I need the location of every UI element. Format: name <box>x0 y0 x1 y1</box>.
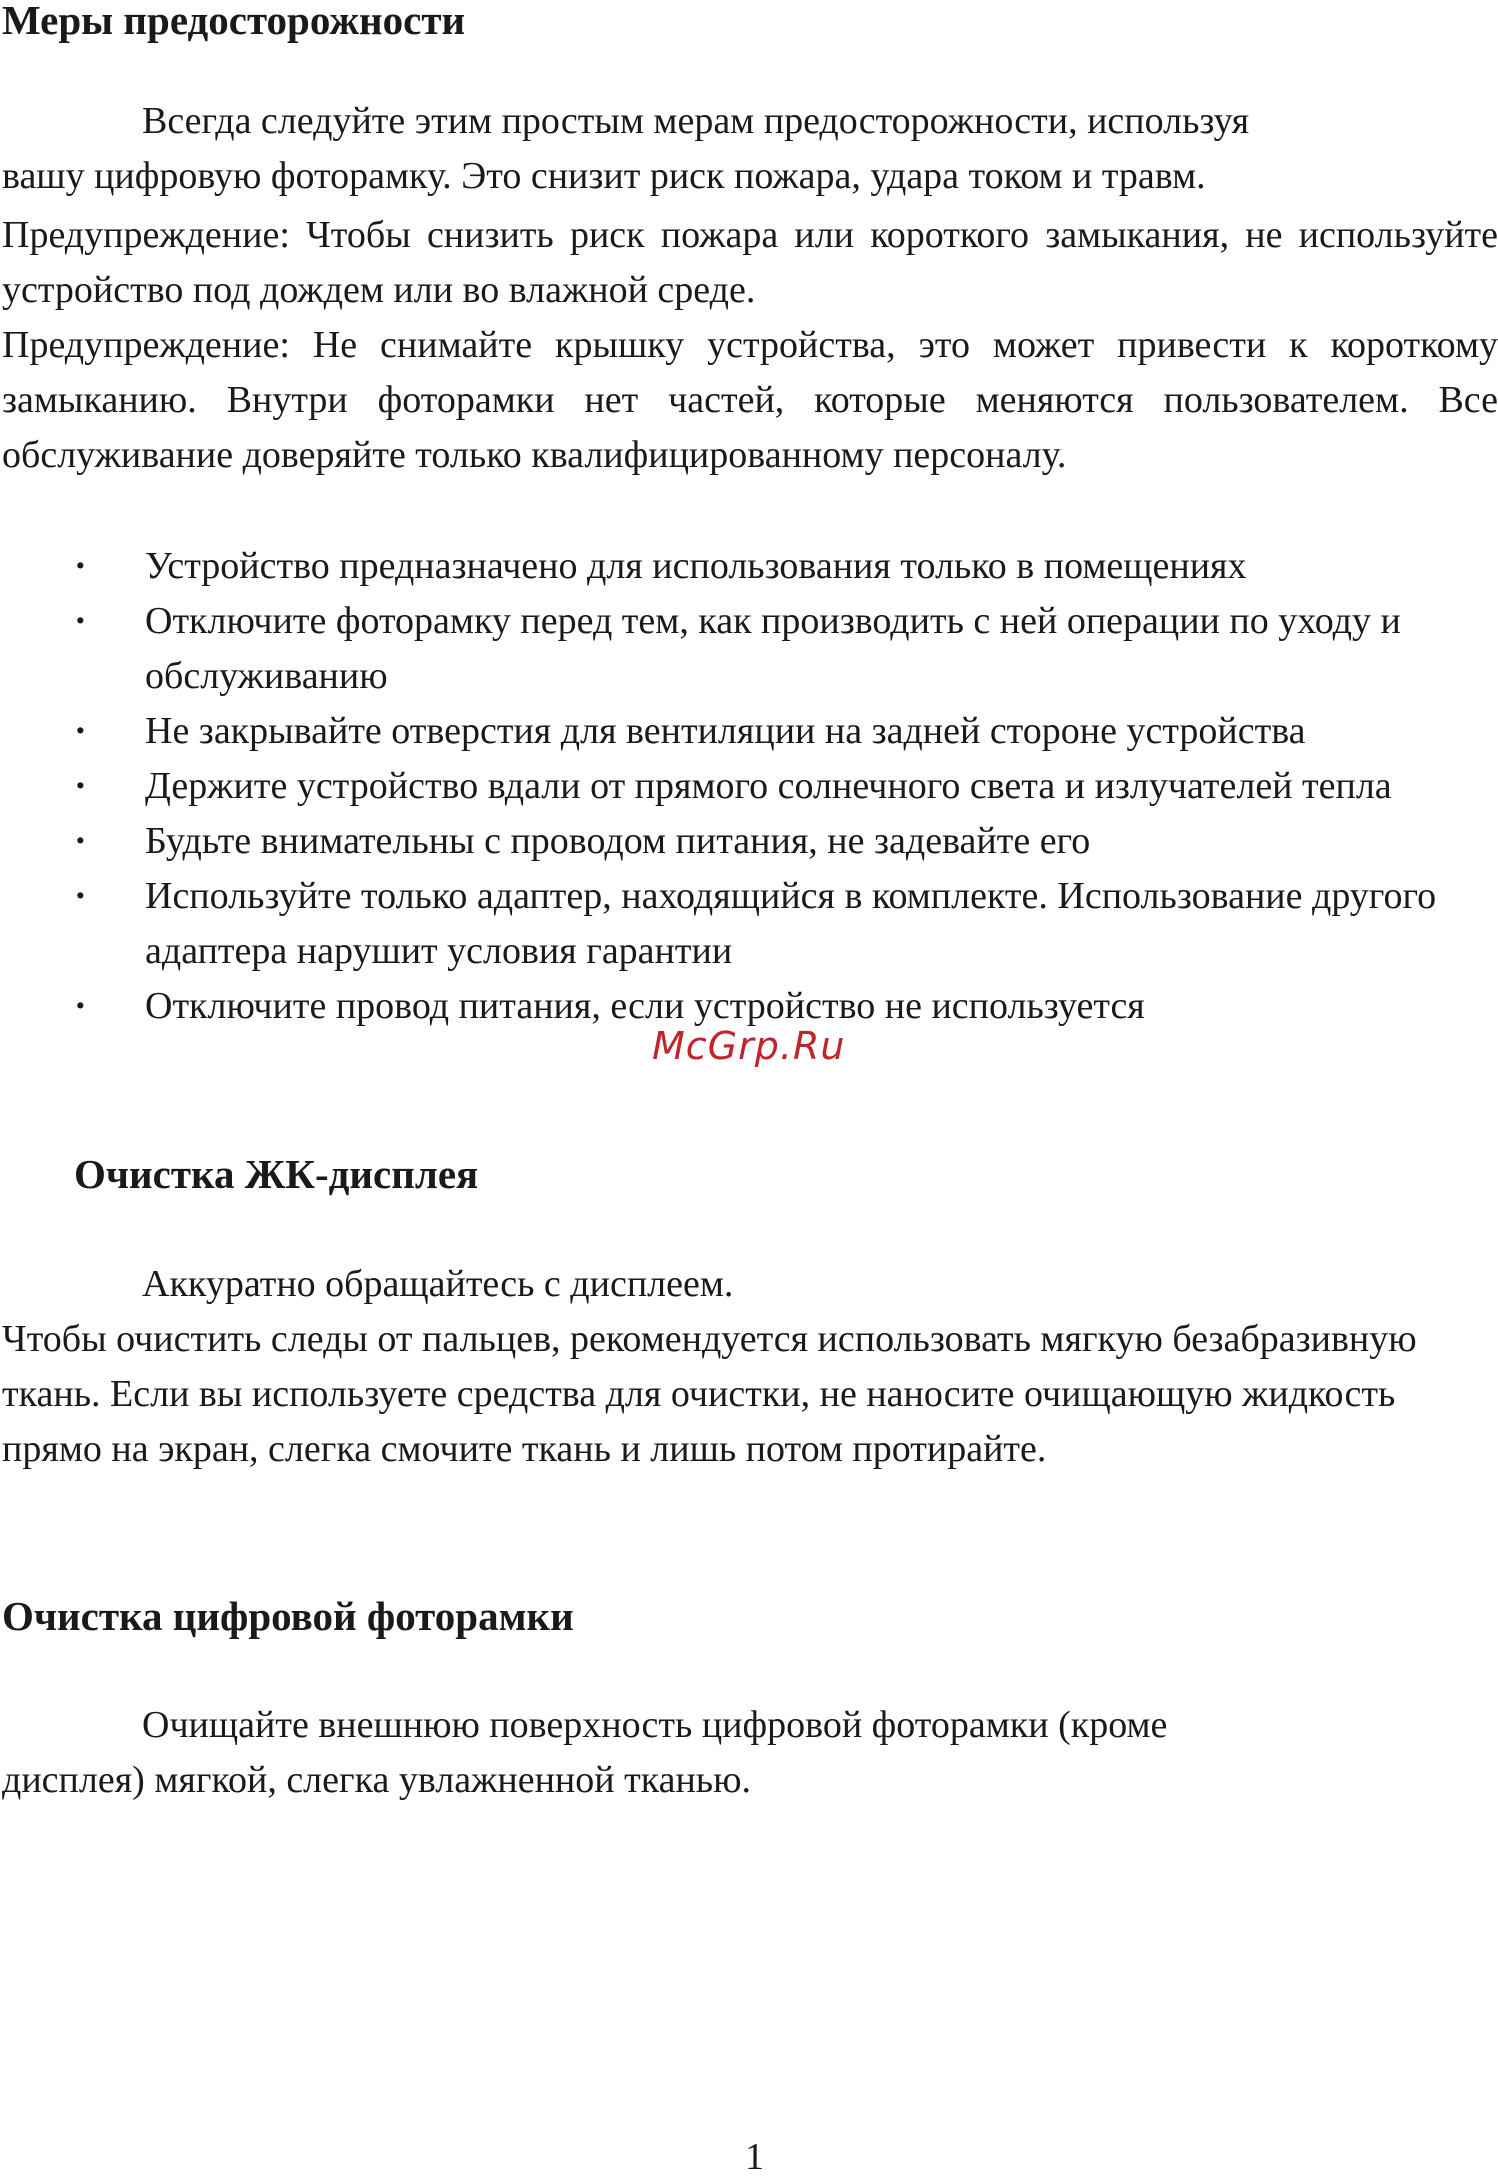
bullet-marker: · <box>74 875 87 917</box>
list-item-text: Используйте только адаптер, находящийся в комплекте. Использование другого адаптера нарушит условия гарантии <box>145 875 1437 972</box>
list-item-text: Отключите фоторамку перед тем, как производить с ней операции по уходу и обслуживанию <box>145 600 1401 697</box>
list-item <box>0 869 1498 979</box>
bullet-marker: · <box>74 545 87 587</box>
bullet-marker: · <box>74 820 87 862</box>
lcd-cleaning-lead-text: Аккуратно обращайтесь с дисплеем. <box>142 1263 734 1305</box>
list-item <box>0 704 1498 759</box>
list-item <box>0 594 1498 704</box>
frame-cleaning-body-tail: дисплея) мягкой, слегка увлажненной тканью. <box>2 1759 751 1801</box>
frame-cleaning-body <box>2 1698 1498 1808</box>
list-item <box>0 539 1498 594</box>
precautions-intro-tail: вашу цифровую фоторамку. Это снизит риск пожара, удара током и травм. <box>2 155 1206 197</box>
precautions-title: Меры предосторожности <box>2 0 466 43</box>
list-item-text: Устройство предназначено для использования только в помещениях <box>145 545 1247 587</box>
warning-cover: Предупреждение: Не снимайте крышку устройства, это может привести к короткому замыканию. Внутри фоторамки нет частей, которые меняются пользователем. Все обслуживание доверяйте только квалифицированному персоналу. <box>2 324 1498 476</box>
frame-cleaning-body-lead: Очищайте внешнюю поверхность цифровой фоторамки (кроме <box>142 1704 1168 1746</box>
list-item-text: Не закрывайте отверстия для вентиляции на задней стороне устройства <box>145 710 1306 752</box>
lcd-cleaning-body: Чтобы очистить следы от пальцев, рекомендуется использовать мягкую безабразивную ткань. Если вы используете средства для очистки, не наносите очищающую жидкость прямо на экран, слегка смочите ткань и лишь потом протирайте. <box>2 1318 1417 1470</box>
page-number: 1 <box>745 2136 764 2178</box>
precautions-list <box>0 539 1498 1034</box>
precautions-intro-lead: Всегда следуйте этим простым мерам предосторожности, используя <box>142 100 1250 142</box>
lcd-cleaning-title: Очистка ЖК-дисплея <box>74 1151 479 1197</box>
list-item-text: Будьте внимательны с проводом питания, не задевайте его <box>145 820 1091 862</box>
bullet-marker: · <box>74 985 87 1027</box>
list-item <box>0 814 1498 869</box>
bullet-marker: · <box>74 600 87 642</box>
precautions-intro <box>2 94 1498 204</box>
lcd-cleaning-lead <box>2 1257 1498 1312</box>
list-item-text: Отключите провод питания, если устройство не используется <box>145 985 1145 1027</box>
watermark: McGrp.Ru <box>652 1024 846 1068</box>
list-item-text: Держите устройство вдали от прямого солнечного света и излучателей тепла <box>145 765 1392 807</box>
warning-moisture: Предупреждение: Чтобы снизить риск пожара или короткого замыкания, не используйте устройство под дождем или во влажной среде. <box>2 214 1498 311</box>
bullet-marker: · <box>74 765 87 807</box>
bullet-marker: · <box>74 710 87 752</box>
frame-cleaning-title: Очистка цифровой фоторамки <box>2 1593 574 1639</box>
list-item <box>0 759 1498 814</box>
